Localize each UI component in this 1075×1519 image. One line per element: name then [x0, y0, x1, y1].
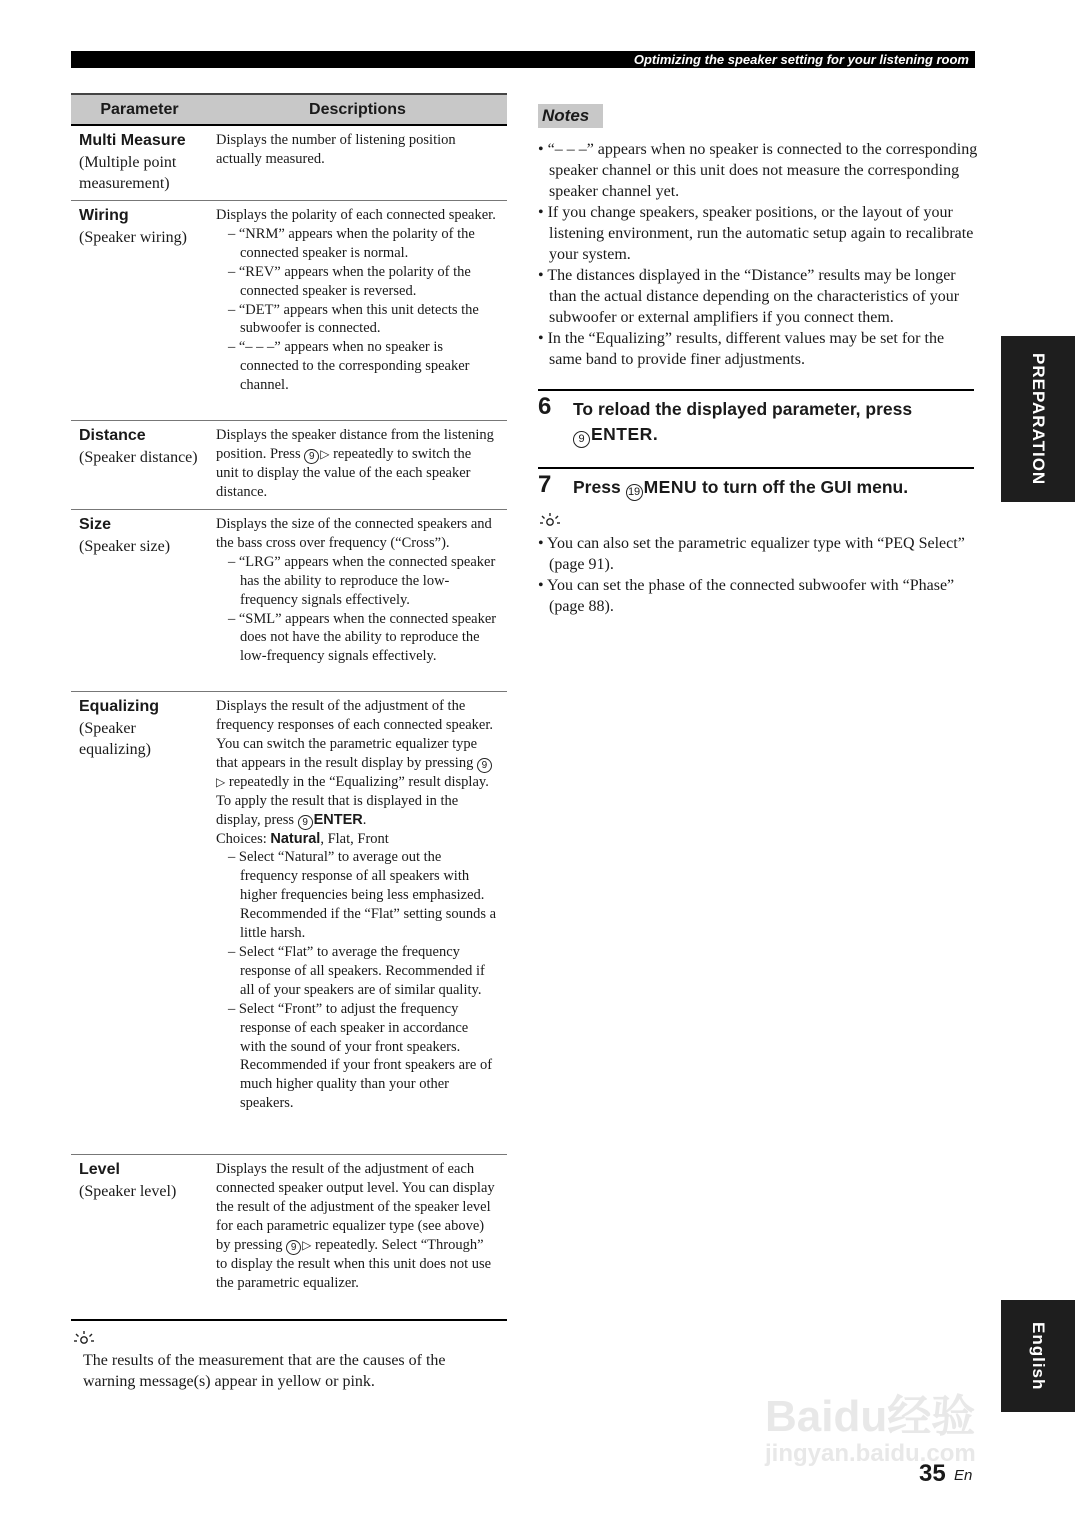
parameter-table — [71, 93, 507, 1321]
step-number: 6 — [538, 393, 552, 420]
page-number: 35 — [919, 1460, 946, 1487]
key-number-icon: 9 — [286, 1240, 301, 1255]
parameter-subtitle: (Speaker size) — [79, 538, 171, 555]
list-item: – “– – –” appears when no speaker is connected to the corresponding speaker channel. — [228, 339, 470, 394]
list-item: – Select “Front” to adjust the frequency response of each speaker in accordance with the sound of your front speakers. Recommended if your front speakers are of much higher quality than your other speakers. — [228, 1000, 493, 1112]
page-language-suffix: En — [954, 1467, 973, 1484]
tips-list — [538, 533, 978, 617]
list-item: – “LRG” appears when the connected speaker has the ability to reproduce the low-frequency signals effectively. — [228, 553, 496, 608]
list-item: – “SML” appears when the connected speaker does not have the ability to reproduce the low-frequency signals effectively. — [228, 610, 497, 665]
menu-key-label: MENU — [643, 477, 698, 497]
list-item: – “NRM” appears when the polarity of the connected speaker is normal. — [228, 225, 475, 261]
list-item: – “REV” appears when the polarity of the connected speaker is reversed. — [228, 263, 471, 299]
parameter-subtitle: (Multiple point measurement) — [79, 154, 177, 192]
parameter-description: Displays the speaker distance from the listening position. Press 9 ▷ repeatedly to switch the unit to display the value of the each speaker distance. — [216, 427, 494, 500]
parameter-name: Size — [79, 516, 112, 533]
enter-key-label: ENTER — [313, 811, 363, 828]
parameter-subtitle: (Speaker distance) — [79, 449, 198, 466]
side-tab-preparation: PREPARATION — [1001, 336, 1075, 502]
parameter-description: Displays the result of the adjustment of the frequency responses of each connected speaker. You can switch the parametric equalizer type that appears in the result display by pressing 9▷ repeatedly in the “Equalizing” result display. To apply the result that is displayed in the display, press 9 ENTER. — [216, 698, 493, 828]
parameter-name: Distance — [79, 427, 146, 444]
list-item: • In the “Equalizing” results, different values may be set for the same band to provide finer adjustments. — [538, 330, 945, 368]
step-6 — [538, 389, 974, 449]
list-item: • The distances displayed in the “Distance” results may be longer than the actual distance depending on the characteristics of your subwoofer or external amplifiers if you connect them. — [538, 267, 960, 326]
parameter-name: Wiring — [79, 207, 129, 224]
parameter-description: Displays the number of listening position actually measured. — [216, 132, 456, 167]
tip-text: The results of the measurement that are the causes of the warning message(s) appear in yellow or pink. — [83, 1352, 446, 1390]
parameter-name: Equalizing — [79, 698, 159, 715]
list-item: – Select “Natural” to average out the frequency response of all speakers with higher frequencies being less emphasized. Recommended if the “Flat” setting sounds a little harsh. — [228, 849, 497, 942]
cursor-right-icon: ▷ — [302, 1237, 312, 1252]
list-item: • If you change speakers, speaker positions, or the layout of your listening environment, run the automatic setup again to recalibrate your system. — [538, 204, 974, 263]
notes-list — [538, 139, 978, 370]
parameter-name: Multi Measure — [79, 132, 186, 149]
step-7 — [538, 467, 974, 507]
watermark-logo: Baidu经验 — [765, 1392, 976, 1441]
list-item: – “DET” appears when this unit detects the subwoofer is connected. — [228, 301, 479, 337]
table-row — [71, 692, 507, 1155]
notes-heading: Notes — [538, 104, 603, 128]
column-header-parameter: Parameter — [100, 100, 179, 118]
section-header: Optimizing the speaker setting for your listening room — [71, 51, 975, 68]
parameter-description: Displays the result of the adjustment of each connected speaker output level. You can display the result of the adjustment of the speaker level for each parametric equalizer type (see above) by pressing 9 ▷ repeatedly. Select “Through” to display the result when this unit does not use the parametric equalizer. — [216, 1161, 495, 1291]
step-text: Press 19 MENU to turn off the GUI menu. — [573, 469, 974, 501]
list-item: • You can also set the parametric equalizer type with “PEQ Select” (page 91). — [538, 535, 965, 573]
watermark-url: jingyan.baidu.com — [765, 1440, 976, 1467]
key-number-icon: 9 — [304, 449, 319, 464]
table-row — [71, 201, 507, 421]
parameter-description: Displays the polarity of each connected speaker. — [216, 207, 496, 223]
table-row — [71, 421, 507, 510]
parameter-description: Displays the size of the connected speakers and the bass cross over frequency (“Cross”). — [216, 516, 492, 551]
key-number-icon: 9 — [477, 758, 492, 773]
key-number-icon: 19 — [626, 484, 643, 501]
cursor-right-icon: ▷ — [320, 446, 330, 461]
table-row — [71, 126, 507, 201]
list-item: – Select “Flat” to average the frequency response of all speakers. Recommended if all of your speakers are of similar quality. — [228, 943, 485, 998]
parameter-name: Level — [79, 1161, 120, 1178]
step-text: To reload the displayed parameter, press 9 ENTER. — [573, 391, 974, 448]
list-item: • “– – –” appears when no speaker is connected to the corresponding speaker channel or this unit does not measure the corresponding speaker channel yet. — [538, 141, 978, 200]
key-number-icon: 9 — [573, 431, 590, 448]
enter-key-label: ENTER — [591, 424, 653, 444]
list-item: • You can set the phase of the connected subwoofer with “Phase” (page 88). — [538, 577, 955, 615]
step-number: 7 — [538, 471, 552, 498]
cursor-right-icon: ▷ — [216, 774, 226, 789]
table-header — [71, 93, 507, 126]
parameter-subtitle: (Speaker equalizing) — [79, 720, 151, 758]
parameter-subtitle: (Speaker wiring) — [79, 229, 187, 246]
lightbulb-icon — [539, 512, 561, 532]
parameter-subtitle: (Speaker level) — [79, 1183, 177, 1200]
side-tab-english: English — [1001, 1300, 1075, 1412]
key-number-icon: 9 — [298, 815, 313, 830]
table-row — [71, 1155, 507, 1321]
table-row — [71, 510, 507, 692]
column-header-descriptions: Descriptions — [309, 100, 406, 118]
lightbulb-icon — [73, 1330, 95, 1350]
choices-line: Choices: Natural, Flat, Front — [216, 830, 389, 847]
